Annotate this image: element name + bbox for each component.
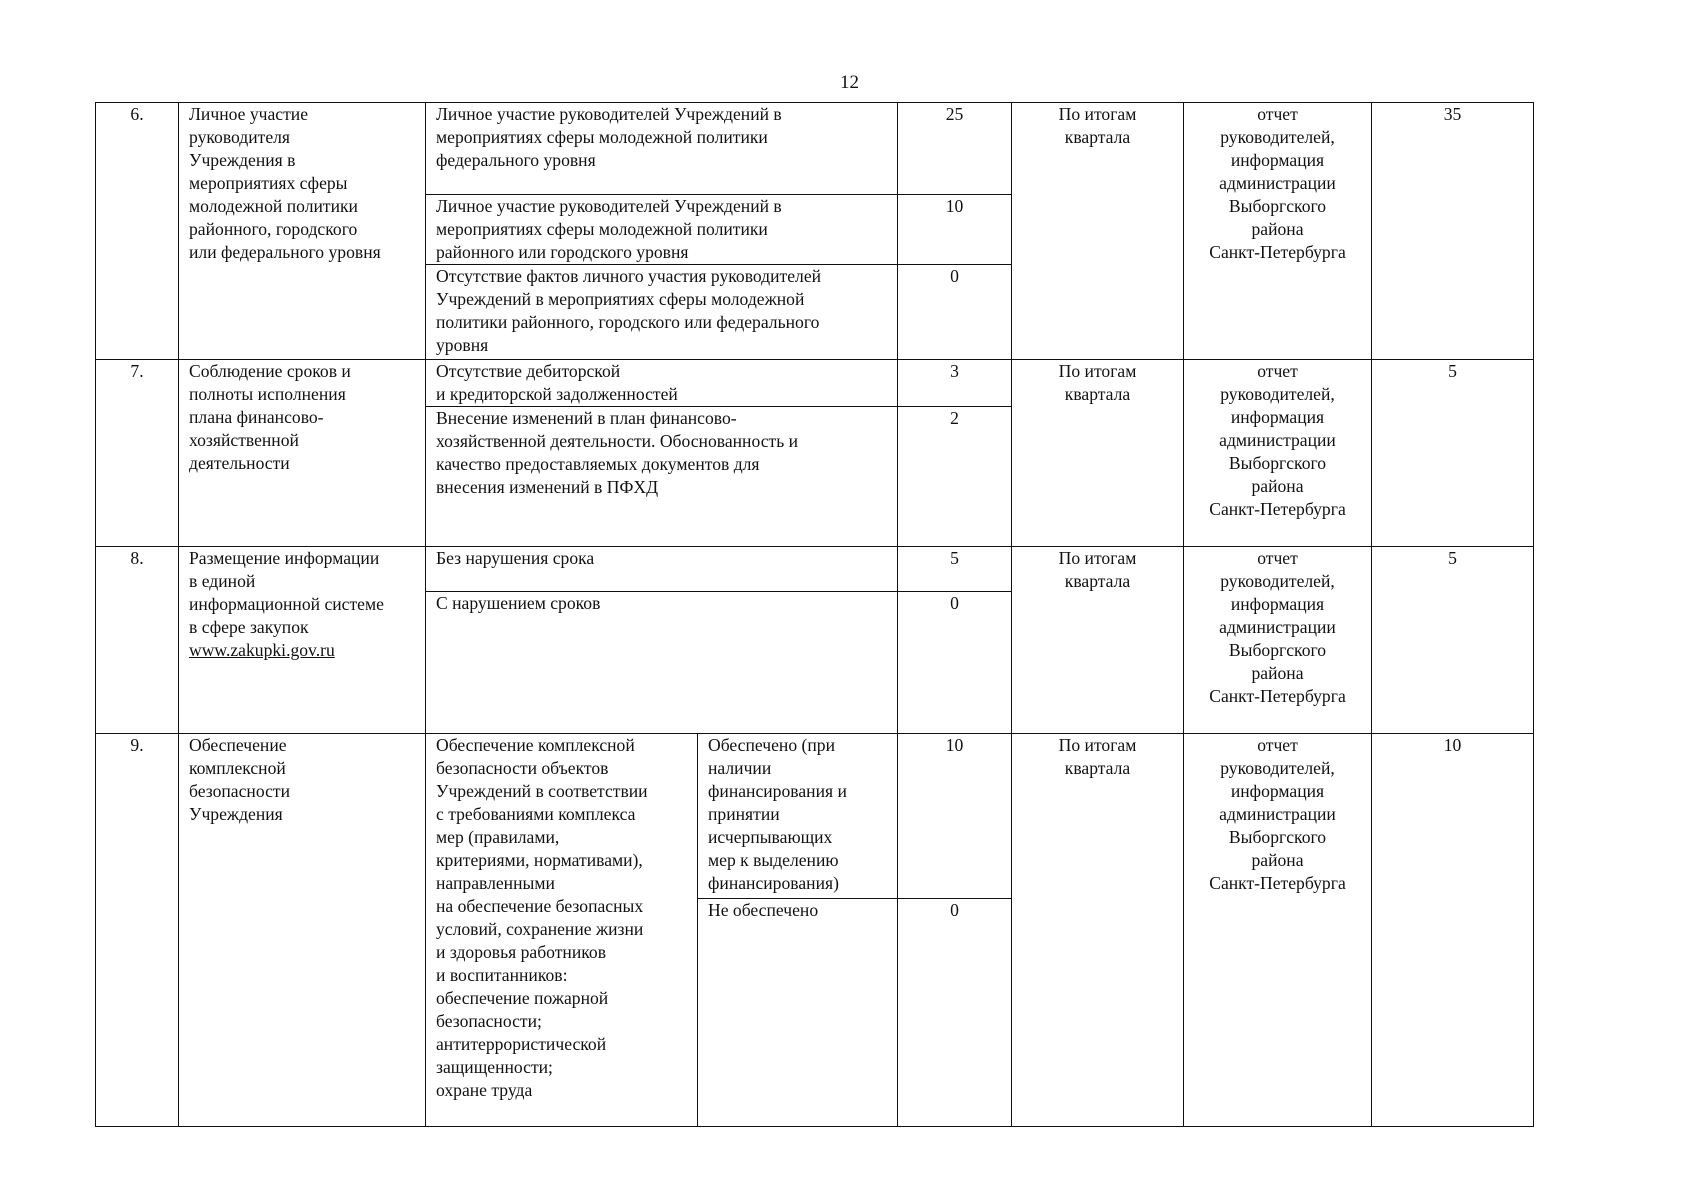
table-row <box>96 547 1534 592</box>
score-cell: 3 <box>898 360 1012 407</box>
criterion-cell <box>179 547 426 734</box>
table-row <box>96 103 1534 195</box>
score-cell: 0 <box>898 592 1012 734</box>
indicator-cell: Не обеспечено <box>698 899 898 1127</box>
table-row <box>96 734 1534 899</box>
period-cell: По итогам квартала <box>1012 734 1184 1127</box>
max-score-cell: 5 <box>1372 547 1534 734</box>
row-number: 7. <box>96 360 179 547</box>
criterion-cell: Личное участие руководителя Учреждения в мероприятиях сферы молодежной политики районного, городского или федерального уровня <box>179 103 426 360</box>
period-cell: По итогам квартала <box>1012 103 1184 360</box>
source-cell: отчет руководителей, информация администрации Выборгского района Санкт-Петербурга <box>1184 547 1372 734</box>
indicator-cell: Обеспечено (при наличии финансирования и принятии исчерпывающих мер к выделению финансирования) <box>698 734 898 899</box>
period-cell: По итогам квартала <box>1012 360 1184 547</box>
period-cell: По итогам квартала <box>1012 547 1184 734</box>
indicator-cell: Личное участие руководителей Учреждений в мероприятиях сферы молодежной политики районного или городского уровня <box>426 195 898 265</box>
row-number: 6. <box>96 103 179 360</box>
max-score-cell: 10 <box>1372 734 1534 1127</box>
score-cell: 10 <box>898 195 1012 265</box>
zakupki-link[interactable]: www.zakupki.gov.ru <box>189 640 335 660</box>
source-cell: отчет руководителей, информация администрации Выборгского района Санкт-Петербурга <box>1184 734 1372 1127</box>
criterion-cell: Соблюдение сроков и полноты исполнения плана финансово- хозяйственной деятельности <box>179 360 426 547</box>
score-cell: 0 <box>898 265 1012 360</box>
score-cell: 5 <box>898 547 1012 592</box>
indicator-cell: Отсутствие фактов личного участия руководителей Учреждений в мероприятиях сферы молодежной политики районного, городского или федерального уровня <box>426 265 898 360</box>
indicator-main-cell: Обеспечение комплексной безопасности объектов Учреждений в соответствии с требованиями комплекса мер (правилами, критериями, нормативами), направленными на обеспечение безопасных условий, сохранение жизни и здоровья работников и воспитанников: обеспечение пожарной безопасности; антитеррористической защищенности; охране труда <box>426 734 698 1127</box>
max-score-cell: 35 <box>1372 103 1534 360</box>
source-cell: отчет руководителей, информация администрации Выборгского района Санкт-Петербурга <box>1184 103 1372 360</box>
indicator-cell: Внесение изменений в план финансово- хозяйственной деятельности. Обоснованность и качество предоставляемых документов для внесения изменений в ПФХД <box>426 407 898 547</box>
score-cell: 10 <box>898 734 1012 899</box>
criterion-text: Размещение информации в единой информационной системе в сфере закупок <box>189 548 384 637</box>
indicator-cell: Отсутствие дебиторской и кредиторской задолженностей <box>426 360 898 407</box>
score-cell: 2 <box>898 407 1012 547</box>
indicator-cell: С нарушением сроков <box>426 592 898 734</box>
row-number: 9. <box>96 734 179 1127</box>
indicator-cell: Личное участие руководителей Учреждений в мероприятиях сферы молодежной политики федерального уровня <box>426 103 898 195</box>
criteria-table <box>95 102 1534 1127</box>
page-number: 12 <box>840 72 859 93</box>
table-row <box>96 360 1534 407</box>
source-cell: отчет руководителей, информация администрации Выборгского района Санкт-Петербурга <box>1184 360 1372 547</box>
criterion-cell: Обеспечение комплексной безопасности Учреждения <box>179 734 426 1127</box>
max-score-cell: 5 <box>1372 360 1534 547</box>
indicator-cell: Без нарушения срока <box>426 547 898 592</box>
row-number: 8. <box>96 547 179 734</box>
score-cell: 25 <box>898 103 1012 195</box>
score-cell: 0 <box>898 899 1012 1127</box>
